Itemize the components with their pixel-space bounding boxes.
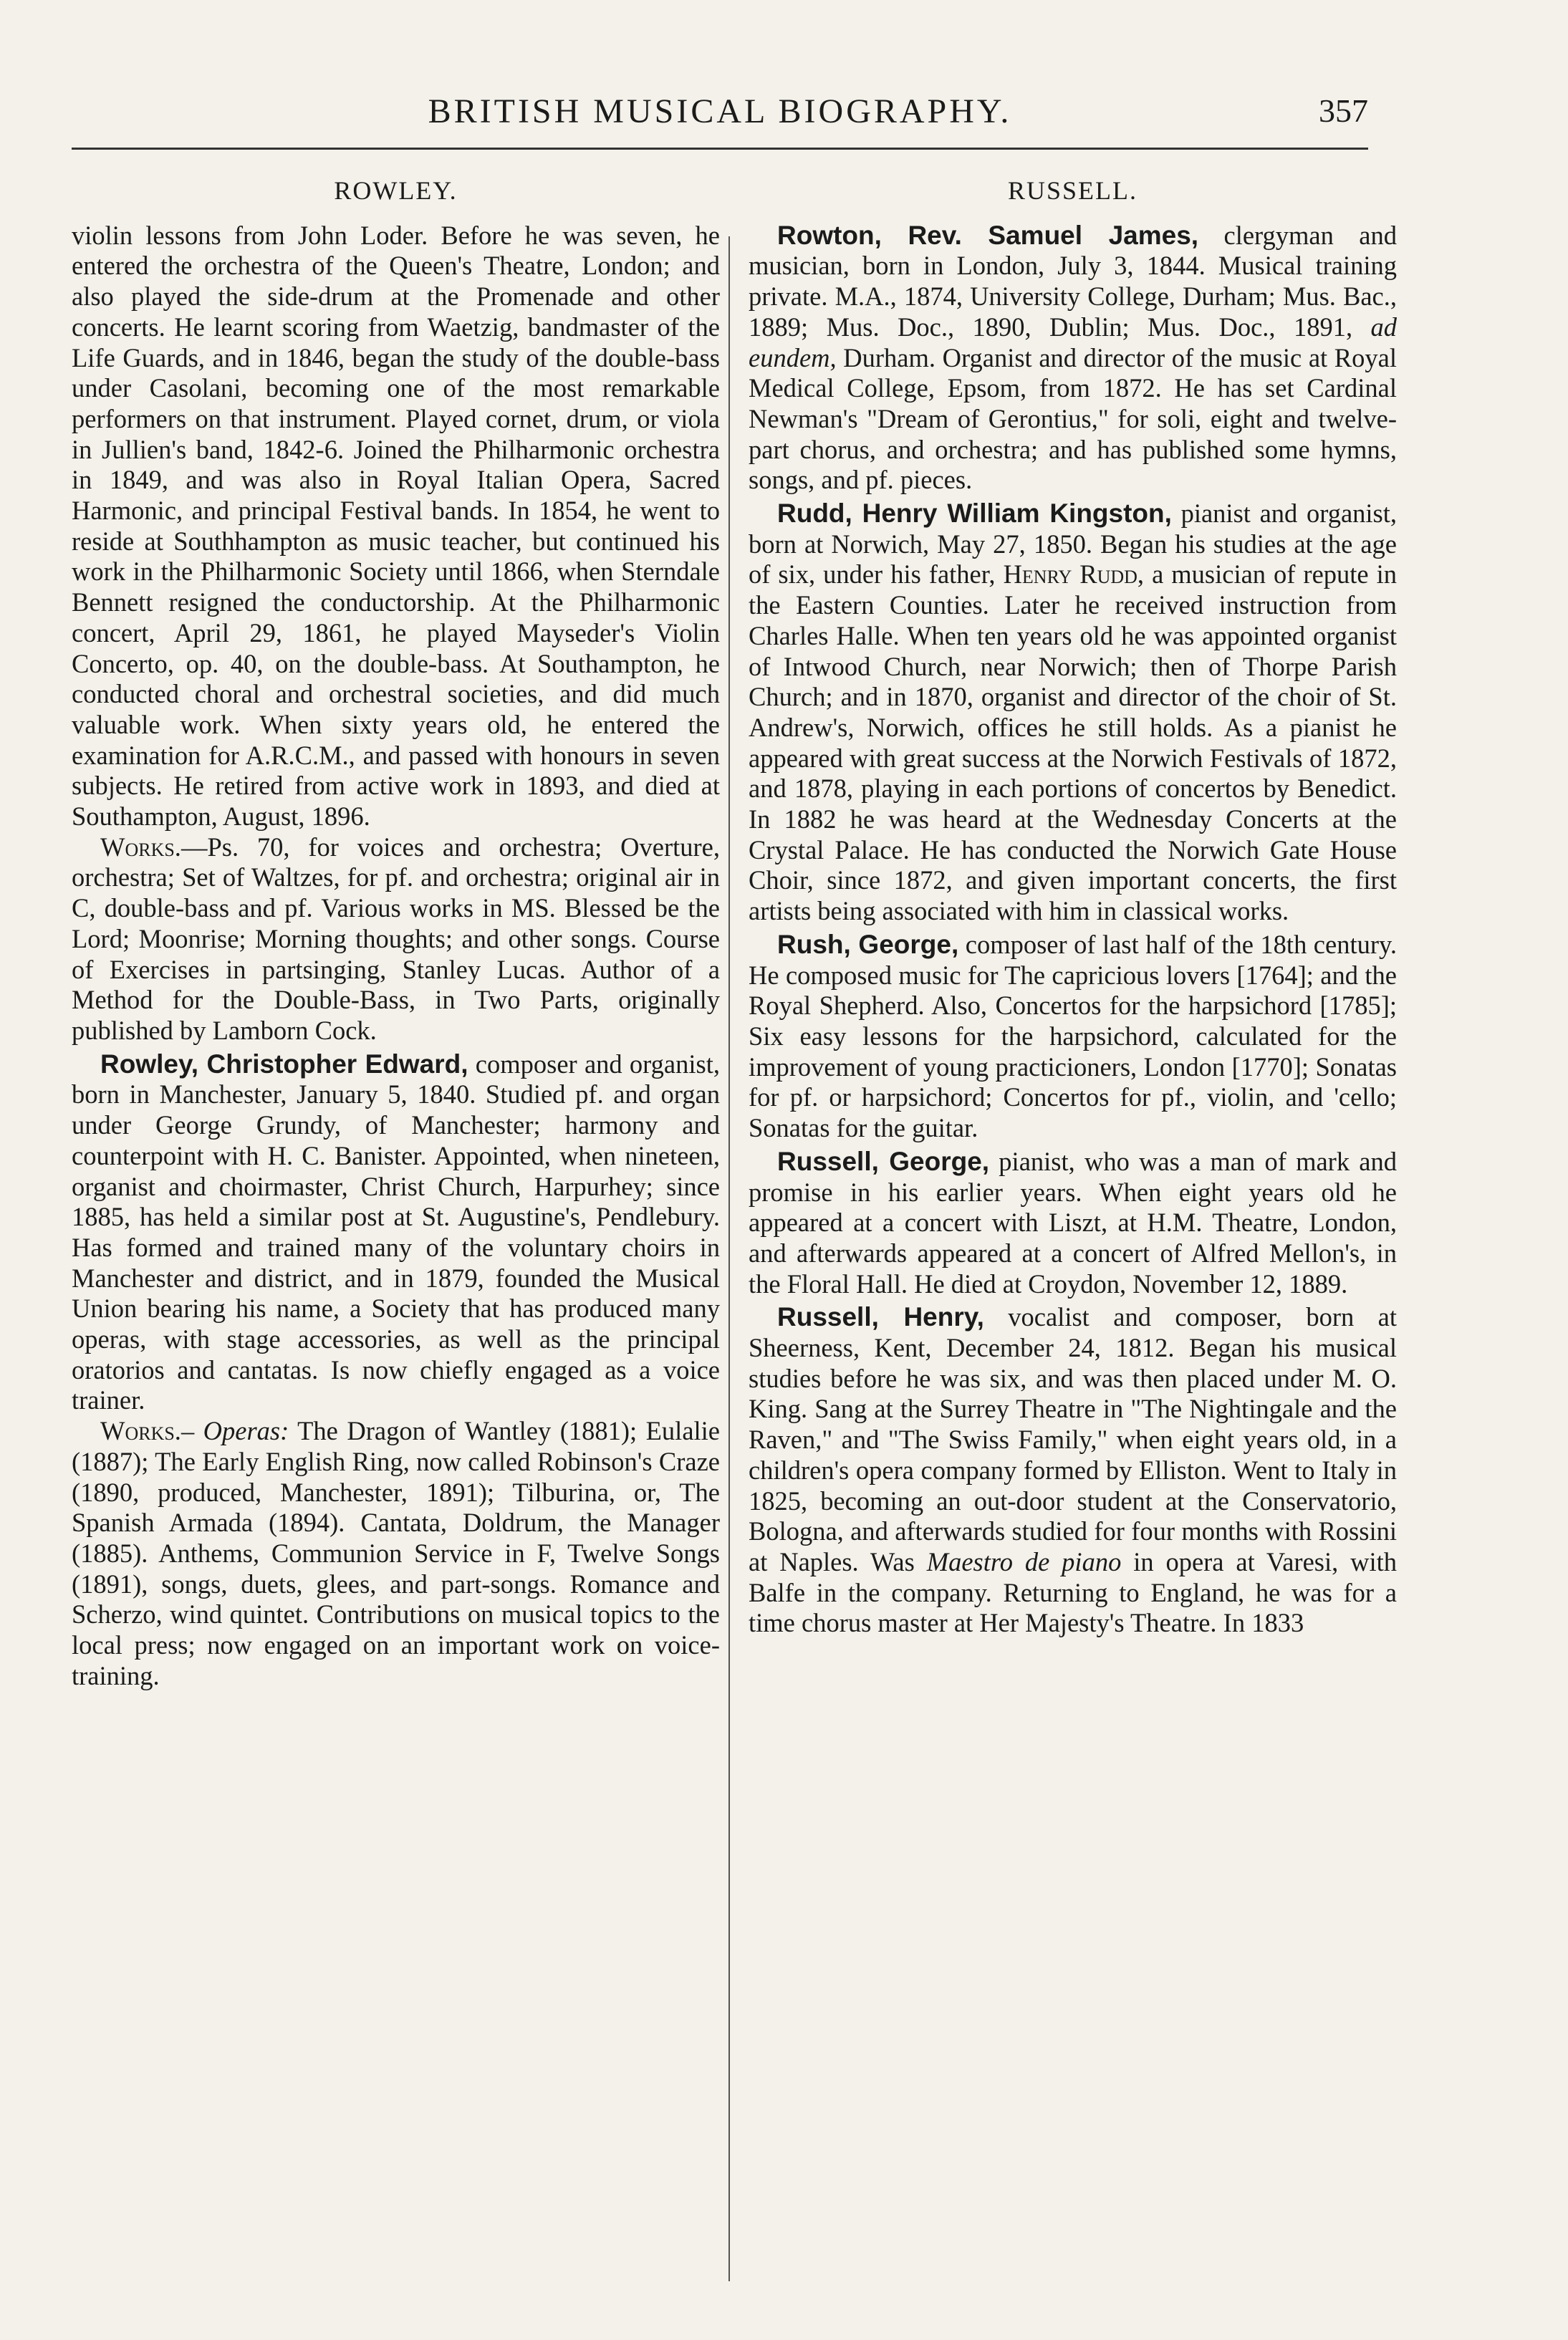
headword: Rudd, Henry William Kingston, xyxy=(777,499,1172,529)
running-title: BRITISH MUSICAL BIOGRAPHY. xyxy=(428,92,1012,130)
rowley-works xyxy=(72,832,720,1046)
headword: Russell, George, xyxy=(777,1146,990,1176)
entry-rudd xyxy=(749,499,1397,927)
headword: Rowley, Christopher Edward, xyxy=(100,1049,468,1079)
works-dash: – xyxy=(181,1416,203,1446)
works-label: Works. xyxy=(100,832,181,862)
page-header xyxy=(72,86,1368,150)
headword: Russell, Henry, xyxy=(777,1302,984,1332)
entry-body: pianist, who was a man of mark and promise in his earlier years. When eight years old he appeared at a concert with Liszt, at H.M. Theatre, London, and afterwards appeared at a concert of Alfred Mellon's, in the Floral Hall. He died at Croydon, November 12, 1889. xyxy=(749,1146,1397,1299)
operas-label: Operas: xyxy=(203,1416,289,1446)
entry-body: composer of last half of the 18th century. He composed music for The capricious lovers [1764]; and the Royal Shepherd. Also, Concertos for the harpsichord [1785]; Six easy lessons for the harpsichord, calculated for the improvement of young practicioners, London [1770]; Sonatas for pf. or harpsichord; Concertos for pf., violin, and 'cello; Sonatas for the guitar. xyxy=(749,929,1397,1143)
rowley-continuation-text: violin lessons from John Loder. Before he was seven, he entered the orchestra of the Queen's Theatre, London; and also played the side-drum at the Promenade and other concerts. He learnt scoring from Waetzig, bandmaster of the Life Guards, and in 1846, began the study of the double-bass under Casolani, becoming one of the most remarkable performers on that instrument. Played cornet, drum, or viola in Jullien's band, 1842-6. Joined the Philharmonic orchestra in 1849, and was also in Royal Italian Opera, Sacred Harmonic, and principal Festival bands. In 1854, he went to reside at Southhampton as music teacher, but continued his work in the Philharmonic Society until 1866, when Sterndale Bennett resigned the conductorship. At the Philharmonic concert, April 29, 1861, he played Mayseder's Violin Concerto, op. 40, on the double-bass. At Southampton, he conducted choral and orchestral societies, and did much valuable work. When sixty years old, he entered the examination for A.R.C.M., and passed with honours in seven subjects. He retired from active work in 1893, and died at Southampton, August, 1896. xyxy=(72,220,720,832)
cross-reference: Henry Rudd, xyxy=(1003,559,1145,589)
entry-rowton xyxy=(749,221,1397,496)
page-number: 357 xyxy=(1319,92,1368,129)
entry-rowley-christopher-edward xyxy=(72,1049,720,1416)
entry-body-cont: in opera at Varesi, with Balfe in the company. Returning to England, he was for a time chorus master at Her Majesty's Theatre. In 1833 xyxy=(749,1546,1397,1638)
entry-rush xyxy=(749,930,1397,1144)
headword: Rush, George, xyxy=(777,929,959,959)
headword: Rowton, Rev. Samuel James, xyxy=(777,220,1199,250)
works-text: The Dragon of Wantley (1881); Eulalie (1887); The Early English Ring, now called Robinson's Craze (1890, produced, Manchester, 1891); Tilburina, or, The Spanish Armada (1894). Cantata, Doldrum, the Manager (1885). Anthems, Communion Service in F, Twelve Songs (1891), songs, duets, glees, and part-songs. Romance and Scherzo, wind quintet. Contributions on musical topics to the local press; now engaged on an important work on voice-training. xyxy=(72,1416,720,1690)
right-column-head: RUSSELL. xyxy=(1007,176,1138,205)
works-label: Works. xyxy=(100,1416,181,1446)
entry-russell-george xyxy=(749,1147,1397,1300)
entry-body: pianist and organist, born at Norwich, May 27, 1850. Began his studies at the age of six, under his father, xyxy=(749,499,1397,589)
entry-body: vocalist and composer, born at Sheerness, Kent, December 24, 1812. Began his musical studies before he was six, and was then placed under M. O. King. Sang at the Surrey Theatre in "The Nightingale and the Raven," and "The Swiss Family," when eight years old, in a children's opera company formed by Elliston. Went to Italy in 1825, becoming an out-door student at the Conservatorio, Bologna, and afterwards studied for four months with Rossini at Naples. Was xyxy=(749,1302,1397,1576)
entry-body: composer and organist, born in Manchester, January 5, 1840. Studied pf. and organ under George Grundy, of Manchester; harmony and counterpoint with H. C. Banister. Appointed, when nineteen, organist and choirmaster, Christ Church, Harpurhey; since 1885, has held a similar post at St. Augustine's, Pendlebury. Has formed and trained many of the voluntary choirs in Manchester and district, and in 1879, founded the Musical Union bearing his name, a Society that has produced many operas, with stage accessories, as well as the principal oratorios and cantatas. Is now chiefly engaged as a voice trainer. xyxy=(72,1049,720,1415)
left-column xyxy=(72,175,720,2296)
column-divider xyxy=(728,236,730,2281)
header-rule xyxy=(72,148,1368,150)
entry-body-cont: Durham. Organist and director of the music at Royal Medical College, Epsom, from 1872. He has set Cardinal Newman's "Dream of Gerontius," for soli, eight and twelve-part chorus, and orchestra; and has published some hymns, songs, and pf. pieces. xyxy=(749,342,1397,495)
right-column xyxy=(749,175,1397,2296)
rowley-ce-works xyxy=(72,1416,720,1691)
entry-body: clergyman and musician, born in London, July 3, 1844. Musical training private. M.A., 1874, University College, Durham; Mus. Bac., 1889; Mus. Doc., 1890, Dublin; Mus. Doc., 1891, xyxy=(749,220,1397,342)
entry-russell-henry xyxy=(749,1302,1397,1639)
entry-italic: ad eundem, xyxy=(749,312,1397,372)
left-column-head: ROWLEY. xyxy=(334,176,458,205)
rowley-continuation xyxy=(72,221,720,832)
entry-body-cont: a musician of repute in the Eastern Counties. Later he received instruction from Charles Halle. When ten years old he was appointed organist of Intwood Church, near Norwich; then of Thorpe Parish Church; and in 1870, organist and director of the choir of St. Andrew's, Norwich, offices he still holds. As a pianist he appeared with great success at the Norwich Festivals of 1872, and 1878, playing in each portions of concertos by Benedict. In 1882 he was heard at the Wednesday Concerts at the Crystal Palace. He has conducted the Norwich Gate House Choir, since 1872, and given important concerts, the first artists being associated with him in classical works. xyxy=(749,559,1397,926)
entry-italic: Maestro de piano xyxy=(926,1546,1122,1576)
rowley-works-text: —Ps. 70, for voices and orchestra; Overture, orchestra; Set of Waltzes, for pf. and orchestra; original air in C, double-bass and pf. Various works in MS. Blessed be the Lord; Moonrise; Morning thoughts; and other songs. Course of Exercises in partsinging, Stanley Lucas. Author of a Method for the Double-Bass, in Two Parts, originally published by Lamborn Cock. xyxy=(72,832,720,1045)
